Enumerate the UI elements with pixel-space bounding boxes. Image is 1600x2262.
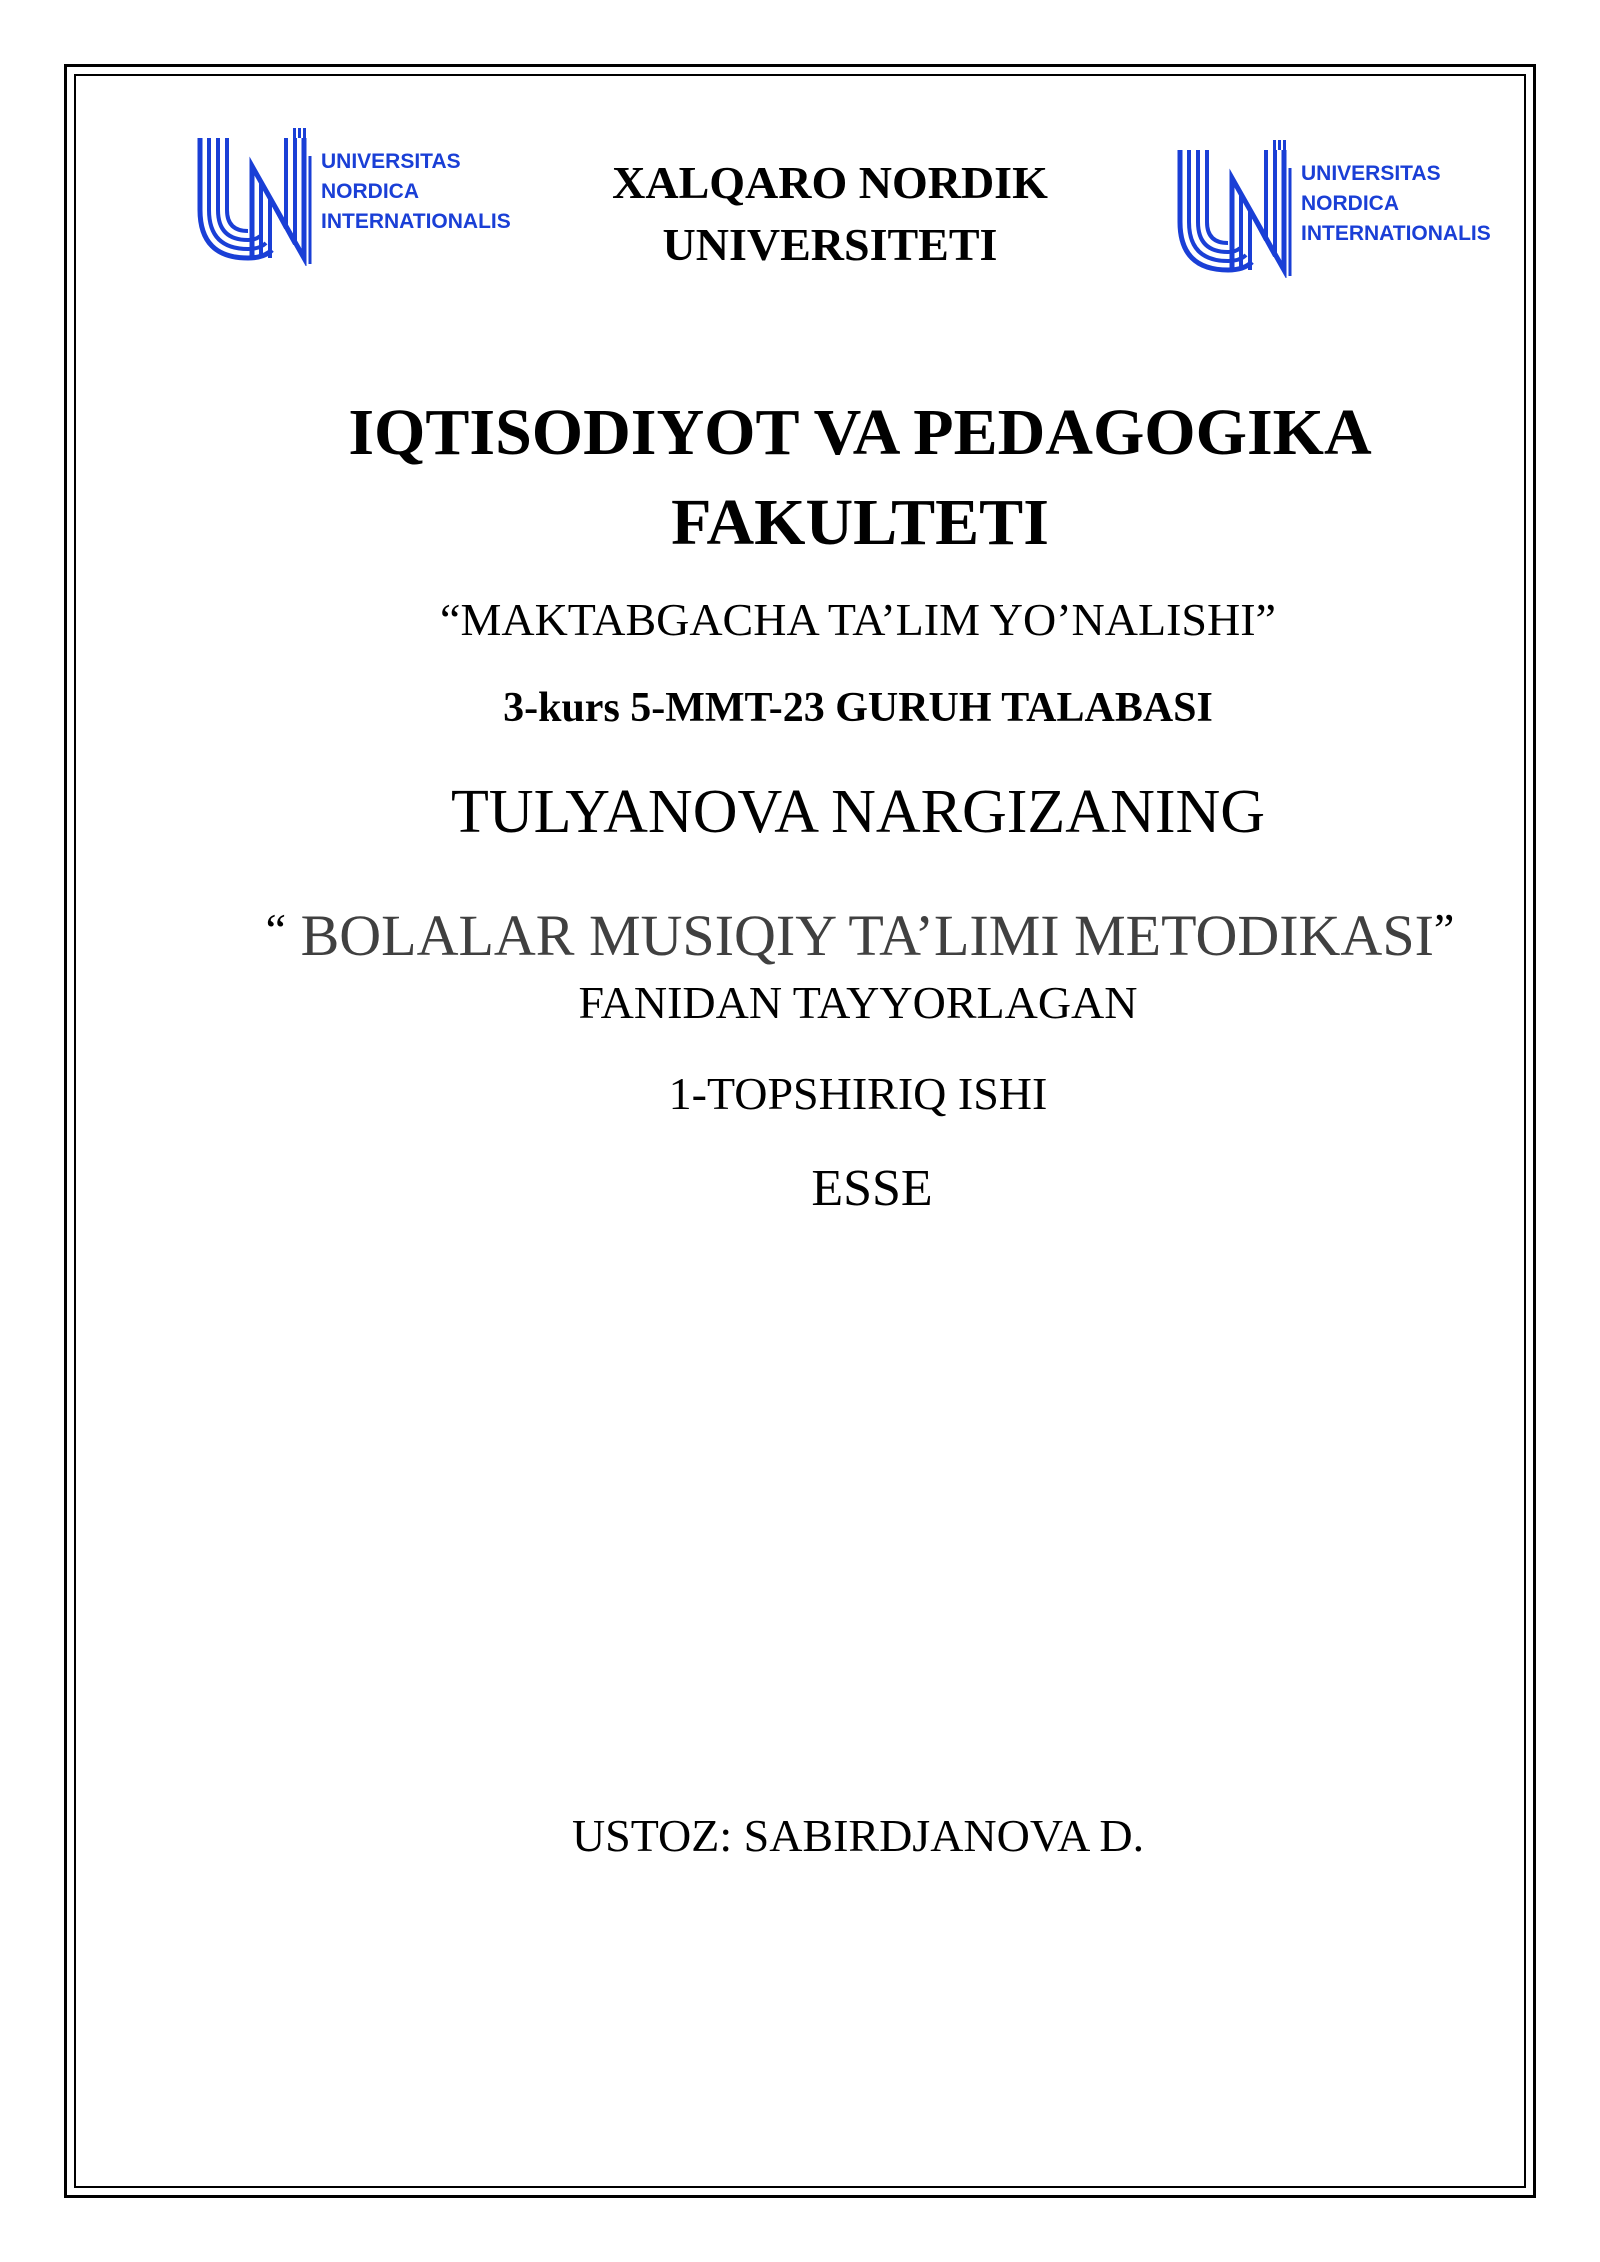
teacher-name: USTOZ: SABIRDJANOVA D. (571, 1810, 1145, 1861)
logo-text-1: UNIVERSITAS (1301, 162, 1441, 185)
subject-open-quote: “ (265, 904, 287, 955)
subject-close-quote: ” (1433, 904, 1455, 955)
subject-title (0, 895, 1600, 971)
faculty-title-line1: IQTISODIYOT VA PEDAGOGIKA (348, 396, 1372, 469)
student-name: TULYANOVA NARGIZANING (450, 778, 1266, 846)
university-name-line2: UNIVERSITETI (662, 219, 998, 270)
university-name (0, 152, 1600, 276)
logo-text-3: INTERNATIONALIS (321, 210, 511, 233)
student-group: 3-kurs 5-MMT-23 GURUH TALABASI (503, 685, 1213, 731)
logo-text-1: UNIVERSITAS (321, 150, 461, 173)
logo-text-3: INTERNATIONALIS (1301, 222, 1491, 245)
logo-text-2: NORDICA (321, 180, 419, 203)
work-type: ESSE (811, 1160, 933, 1217)
subject-suffix: FANIDAN TAYYORLAGAN (578, 977, 1138, 1028)
logo-text-2: NORDICA (1301, 192, 1399, 215)
university-name-line1: XALQARO NORDIK (612, 157, 1048, 208)
faculty-title-line2: FAKULTETI (671, 486, 1049, 559)
study-direction: “MAKTABGACHA TA’LIM YO’NALISHI” (440, 594, 1276, 645)
faculty-title (0, 388, 1600, 568)
task-label: 1-TOPSHIRIQ ISHI (668, 1068, 1048, 1119)
subject-title-text: BOLALAR MUSIQIY TA’LIMI METODIKASI (286, 903, 1434, 968)
